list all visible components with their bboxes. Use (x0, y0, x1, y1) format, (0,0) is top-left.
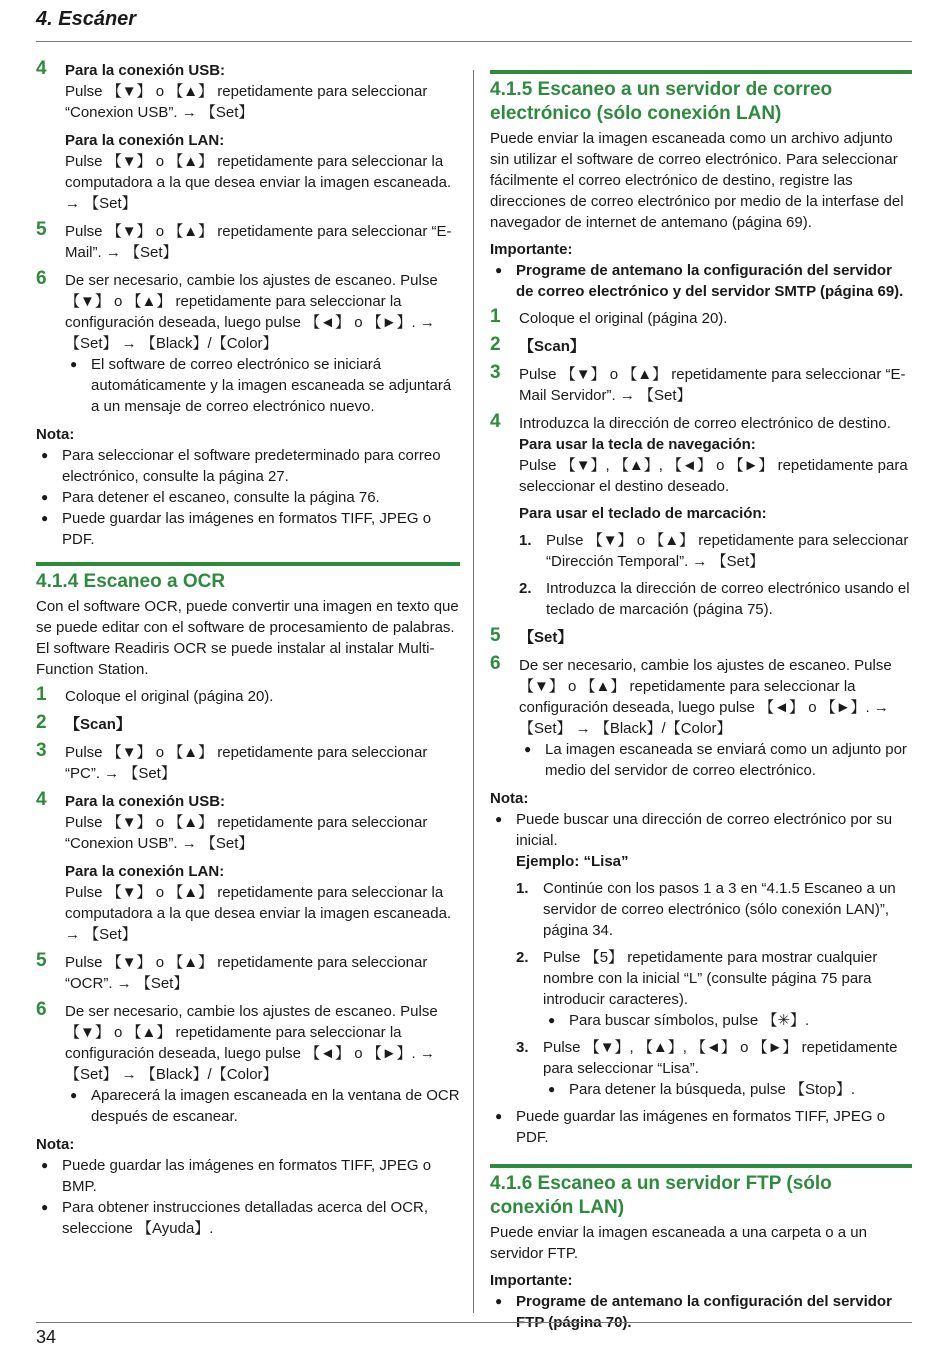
step-text: 【Scan】 (65, 716, 131, 733)
section-intro: Puede enviar la imagen escaneada como un archivo adjunto sin utilizar el software de correo electrónico. Para seleccionar fácilmente el correo electrónico de destino, registre las direcciones de correo electrónico por medio de la interfase del navegador de internet de antemano (página 69). (490, 130, 904, 231)
step-number: 5 (490, 625, 501, 646)
step-text: De ser necesario, cambie los ajustes de escaneo. Pulse 【▼】 o 【▲】 repetidamente para seleccionar la configuración deseada, luego pulse 【◄】 o 【►】. → 【Set】 → 【Black】/【Color】 (519, 657, 892, 737)
section-title-ftp: 4.1.6 Escaneo a un servidor FTP (sólo conexión LAN) (490, 1173, 832, 1218)
step-number: 5 (36, 219, 47, 240)
step-number: 3 (490, 362, 501, 383)
sub-step-number: 2. (519, 580, 532, 597)
step-number: 4 (36, 58, 47, 79)
lan-connection-label: Para la conexión LAN: (65, 132, 225, 149)
step-number: 6 (490, 653, 501, 674)
step-number: 5 (36, 950, 47, 971)
footer-divider (36, 1322, 912, 1323)
important-item: ● Programe de antemano la configuración del servidor de correo electrónico y del servidor SMTP (página 69). (490, 260, 912, 302)
step-number: 4 (36, 789, 47, 810)
step-text: Introduzca la dirección de correo electrónico de destino. (519, 415, 891, 432)
important-item: ● Programe de antemano la configuración del servidor FTP (página 70). (490, 1291, 912, 1333)
step-6 (36, 270, 460, 417)
email-step-5 (490, 627, 912, 648)
sub-step-text: Pulse 【5】 repetidamente para mostrar cualquier nombre con la inicial “L” (consulte página 75 para introducir caracteres). (543, 949, 878, 1008)
example-label: Ejemplo: “Lisa” (516, 853, 629, 870)
sub-step-text: Pulse 【▼】, 【▲】, 【◄】 o 【►】 repetidamente para seleccionar “Lisa”. (543, 1039, 898, 1077)
note-item: ● Para detener el escaneo, consulte la página 76. (36, 487, 460, 508)
important-label: Importante: (490, 241, 573, 258)
sub-step (519, 530, 912, 572)
step-number: 4 (490, 411, 501, 432)
note-label: Nota: (490, 790, 529, 807)
step-text: Coloque el original (página 20). (519, 310, 728, 327)
ocr-step-2 (36, 714, 460, 735)
section-divider (36, 562, 460, 566)
section-title-email: 4.1.5 Escaneo a un servidor de correo electrónico (sólo conexión LAN) (490, 79, 833, 124)
note-item: ● Puede guardar las imágenes en formatos TIFF, JPEG o PDF. (36, 508, 460, 550)
note-text: ● Puede buscar una dirección de correo electrónico por su inicial. (516, 811, 893, 849)
note-sub-step (516, 1037, 912, 1100)
step-bullet: ● Aparecerá la imagen escaneada en la ventana de OCR después de escanear. (65, 1085, 460, 1127)
step-number: 1 (36, 684, 47, 705)
step-text: Coloque el original (página 20). (65, 688, 274, 705)
note-item: ● Puede guardar las imágenes en formatos TIFF, JPEG o PDF. (490, 1106, 912, 1148)
step-bullet: ● La imagen escaneada se enviará como un adjunto por medio del servidor de correo electrónico. (519, 739, 912, 781)
section-intro: Puede enviar la imagen escaneada a una carpeta o a un servidor FTP. (490, 1224, 867, 1262)
section-divider (490, 1164, 912, 1168)
note-item: ● Para obtener instrucciones detalladas acerca del OCR, seleccione 【Ayuda】. (36, 1197, 460, 1239)
step-text: De ser necesario, cambie los ajustes de escaneo. Pulse 【▼】 o 【▲】 repetidamente para seleccionar la configuración deseada, luego pulse 【◄】 o 【►】. → 【Set】 → 【Black】/【Color】 (65, 1003, 438, 1083)
step-text: De ser necesario, cambie los ajustes de escaneo. Pulse 【▼】 o 【▲】 repetidamente para seleccionar la configuración deseada, luego pulse 【◄】 o 【►】. → 【Set】 → 【Black】/【Color】 (65, 272, 438, 352)
step-text: 【Set】 (519, 629, 573, 646)
section-divider (490, 70, 912, 74)
sub-step-number: 1. (519, 532, 532, 549)
sub-step-number: 1. (516, 880, 529, 897)
step-text: 【Scan】 (519, 338, 585, 355)
email-step-1 (490, 308, 912, 329)
step-number: 6 (36, 999, 47, 1020)
step-number: 6 (36, 268, 47, 289)
usb-connection-label: Para la conexión USB: (65, 793, 226, 810)
step-5 (36, 221, 460, 263)
step-number: 2 (36, 712, 47, 733)
right-column (490, 70, 912, 1333)
step-bullet: ● El software de correo electrónico se iniciará automáticamente y la imagen escaneada se adjuntará a un mensaje de correo electrónico nuevo. (65, 354, 460, 417)
ocr-step-4 (36, 791, 460, 945)
email-step-4 (490, 413, 912, 620)
step-number: 2 (490, 334, 501, 355)
dial-keypad-label: Para usar el teclado de marcación: (519, 505, 767, 522)
note-label: Nota: (36, 1136, 75, 1153)
page-header-title: 4. Escáner (36, 8, 137, 30)
column-divider (473, 70, 474, 1313)
ocr-step-3 (36, 742, 460, 784)
step-number: 1 (490, 306, 501, 327)
section-title-ocr: 4.1.4 Escaneo a OCR (36, 571, 226, 592)
step-text: Pulse 【▼】 o 【▲】 repetidamente para seleccionar “PC”. → 【Set】 (65, 744, 428, 782)
sub-step-bullet: ● Para detener la búsqueda, pulse 【Stop】. (543, 1079, 912, 1100)
lan-connection-text: Pulse 【▼】 o 【▲】 repetidamente para seleccionar la computadora a la que desea enviar la imagen escaneada. → 【Set】 (65, 153, 452, 212)
sub-step-text: Continúe con los pasos 1 a 3 en “4.1.5 Escaneo a un servidor de correo electrónico (sólo conexión LAN)”, página 34. (543, 880, 896, 939)
important-label: Importante: (490, 1272, 573, 1289)
note-sub-step (516, 878, 912, 941)
sub-step (519, 578, 912, 620)
note-item (490, 809, 912, 1100)
email-step-3 (490, 364, 912, 406)
sub-step-text: Introduzca la dirección de correo electrónico usando el teclado de marcación (página 75). (546, 580, 910, 618)
step-text: Pulse 【▼】 o 【▲】 repetidamente para seleccionar “E-Mail”. → 【Set】 (65, 223, 452, 261)
step-4 (36, 60, 460, 214)
sub-step-number: 2. (516, 949, 529, 966)
note-label: Nota: (36, 426, 75, 443)
step-text: Pulse 【▼】 o 【▲】 repetidamente para seleccionar “E-Mail Servidor”. → 【Set】 (519, 366, 906, 404)
left-column (36, 60, 460, 1239)
ocr-step-5 (36, 952, 460, 994)
note-item: ● Puede guardar las imágenes en formatos TIFF, JPEG o BMP. (36, 1155, 460, 1197)
step-number: 3 (36, 740, 47, 761)
usb-connection-label: Para la conexión USB: (65, 62, 226, 79)
page-number: 34 (36, 1327, 57, 1347)
note-item: ● Para seleccionar el software predeterminado para correo electrónico, consulte la página 27. (36, 445, 460, 487)
section-intro: Con el software OCR, puede convertir una imagen en texto que se puede editar con el software de procesamiento de palabras. El software Readiris OCR se puede instalar al instalar Multi-Function Station. (36, 598, 459, 678)
ocr-step-1 (36, 686, 460, 707)
sub-step-bullet: ● Para buscar símbolos, pulse 【✳】. (543, 1010, 912, 1031)
step-text: Pulse 【▼】 o 【▲】 repetidamente para seleccionar “OCR”. → 【Set】 (65, 954, 428, 992)
ocr-step-6 (36, 1001, 460, 1127)
email-step-2 (490, 336, 912, 357)
lan-connection-label: Para la conexión LAN: (65, 863, 225, 880)
navigation-key-label: Para usar la tecla de navegación: (519, 436, 756, 453)
sub-step-number: 3. (516, 1039, 529, 1056)
lan-connection-text: Pulse 【▼】 o 【▲】 repetidamente para seleccionar la computadora a la que desea enviar la imagen escaneada. → 【Set】 (65, 884, 452, 943)
usb-connection-text: Pulse 【▼】 o 【▲】 repetidamente para seleccionar “Conexion USB”. → 【Set】 (65, 83, 428, 121)
header-divider (36, 41, 912, 42)
note-sub-step (516, 947, 912, 1031)
email-step-6 (490, 655, 912, 781)
sub-step-text: Pulse 【▼】 o 【▲】 repetidamente para seleccionar “Dirección Temporal”. → 【Set】 (546, 532, 909, 570)
navigation-key-text: Pulse 【▼】, 【▲】, 【◄】 o 【►】 repetidamente para seleccionar el destino deseado. (519, 457, 908, 495)
usb-connection-text: Pulse 【▼】 o 【▲】 repetidamente para seleccionar “Conexion USB”. → 【Set】 (65, 814, 428, 852)
